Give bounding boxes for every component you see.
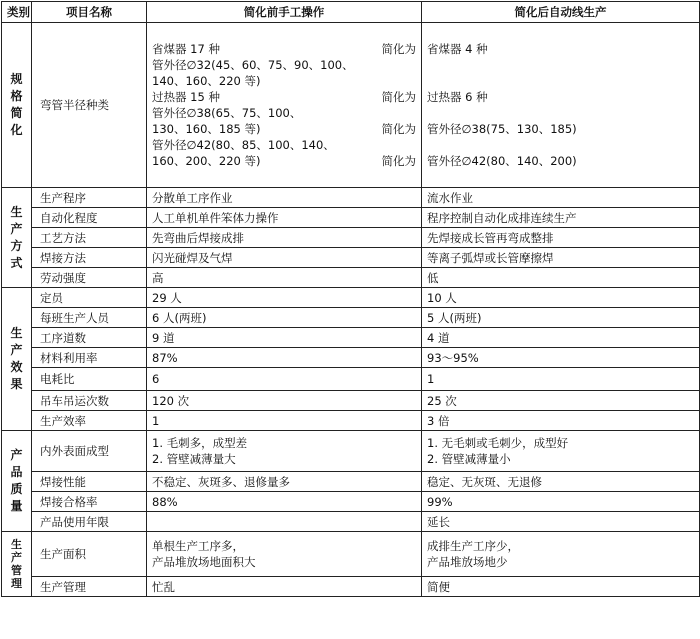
cell-text: 产品堆放场地面积大 bbox=[152, 555, 256, 569]
before-cell: 88% bbox=[147, 492, 422, 512]
cell-text: 管外径∅38(75、130、185) bbox=[427, 122, 577, 136]
table-row bbox=[2, 268, 700, 288]
table-row bbox=[2, 348, 700, 368]
header-after: 简化后自动线生产 bbox=[422, 2, 700, 23]
before-cell: 1 bbox=[147, 411, 422, 431]
after-cell: 93～95% bbox=[422, 348, 700, 368]
before-cell bbox=[147, 512, 422, 532]
header-before: 简化前手工操作 bbox=[147, 2, 422, 23]
table-row bbox=[2, 532, 700, 577]
category-cell bbox=[2, 431, 32, 532]
cell-text: 成排生产工序少， bbox=[427, 539, 519, 553]
table-row bbox=[2, 328, 700, 348]
after-cell: 简便 bbox=[422, 577, 700, 597]
item-name: 劳动强度 bbox=[32, 268, 147, 288]
item-name: 材料利用率 bbox=[32, 348, 147, 368]
after-cell: 5 人(两班) bbox=[422, 308, 700, 328]
cell-text: 130、160、185 等) bbox=[152, 122, 261, 136]
after-cell: 3 倍 bbox=[422, 411, 700, 431]
cell-text: 2. 管壁减薄量小 bbox=[427, 452, 511, 466]
cell-text: 140、160、220 等) bbox=[152, 74, 261, 88]
after-cell: 先焊接成长管再弯成整排 bbox=[422, 228, 700, 248]
cell-text: 单根生产工序多， bbox=[152, 539, 244, 553]
table-row bbox=[2, 23, 700, 188]
table-row bbox=[2, 308, 700, 328]
category-cell bbox=[2, 188, 32, 288]
after-cell: 4 道 bbox=[422, 328, 700, 348]
after-cell: 25 次 bbox=[422, 391, 700, 411]
item-name: 吊车吊运次数 bbox=[32, 391, 147, 411]
after-cell: 流水作业 bbox=[422, 188, 700, 208]
after-cell: 延长 bbox=[422, 512, 700, 532]
table-row bbox=[2, 472, 700, 492]
header-item: 项目名称 bbox=[32, 2, 147, 23]
cell-text: 1. 毛刺多，成型差 bbox=[152, 436, 248, 450]
before-cell: 6 bbox=[147, 368, 422, 391]
after-cell: 低 bbox=[422, 268, 700, 288]
table-row bbox=[2, 188, 700, 208]
comparison-table bbox=[1, 1, 700, 597]
table-row bbox=[2, 512, 700, 532]
table-row bbox=[2, 288, 700, 308]
cell-text: 2. 管壁减薄量大 bbox=[152, 452, 236, 466]
category-cell bbox=[2, 532, 32, 597]
after-cell: 稳定、无灰斑、无退修 bbox=[422, 472, 700, 492]
item-name: 生产面积 bbox=[32, 532, 147, 577]
before-cell: 高 bbox=[147, 268, 422, 288]
category-label: 产品质量 bbox=[10, 448, 23, 513]
before-cell bbox=[147, 532, 422, 577]
cell-text: 省煤器 17 种 bbox=[152, 42, 220, 56]
item-name: 电耗比 bbox=[32, 368, 147, 391]
category-label: 规格简化 bbox=[10, 72, 23, 137]
after-cell bbox=[422, 23, 700, 188]
item-name: 产品使用年限 bbox=[32, 512, 147, 532]
cell-text: 省煤器 4 种 bbox=[427, 42, 488, 56]
header-category: 类别 bbox=[2, 2, 32, 23]
before-cell: 先弯曲后焊接成排 bbox=[147, 228, 422, 248]
item-name: 内外表面成型 bbox=[32, 431, 147, 472]
after-cell: 1 bbox=[422, 368, 700, 391]
before-cell: 人工单机单件笨体力操作 bbox=[147, 208, 422, 228]
category-label: 生产方式 bbox=[10, 204, 23, 270]
item-name: 焊接方法 bbox=[32, 248, 147, 268]
before-cell: 不稳定、灰斑多、退修量多 bbox=[147, 472, 422, 492]
item-name: 每班生产人员 bbox=[32, 308, 147, 328]
after-cell bbox=[422, 532, 700, 577]
cell-text: 过热器 15 种 bbox=[152, 90, 220, 104]
before-cell: 忙乱 bbox=[147, 577, 422, 597]
item-name: 自动化程度 bbox=[32, 208, 147, 228]
category-label: 生产管理 bbox=[11, 537, 22, 590]
before-cell: 120 次 bbox=[147, 391, 422, 411]
before-cell bbox=[147, 431, 422, 472]
table-row bbox=[2, 248, 700, 268]
item-name: 生产管理 bbox=[32, 577, 147, 597]
cell-text: 简化为 bbox=[381, 122, 416, 136]
cell-text: 160、200、220 等) bbox=[152, 154, 261, 168]
cell-text: 简化为 bbox=[381, 42, 416, 56]
cell-text: 管外径∅42(80、85、100、140、 bbox=[152, 138, 335, 152]
after-cell: 10 人 bbox=[422, 288, 700, 308]
cell-text: 管外径∅38(65、75、100、 bbox=[152, 106, 302, 120]
category-cell bbox=[2, 23, 32, 188]
cell-text: 过热器 6 种 bbox=[427, 90, 488, 104]
item-name: 生产效率 bbox=[32, 411, 147, 431]
table-row bbox=[2, 391, 700, 411]
cell-text: 管外径∅32(45、60、75、90、100、 bbox=[152, 58, 354, 72]
table-row bbox=[2, 228, 700, 248]
category-cell bbox=[2, 288, 32, 431]
item-name: 弯管半径种类 bbox=[32, 23, 147, 188]
category-label: 生产效果 bbox=[10, 326, 23, 391]
before-cell bbox=[147, 23, 422, 188]
table-row bbox=[2, 208, 700, 228]
item-name: 焊接合格率 bbox=[32, 492, 147, 512]
item-name: 焊接性能 bbox=[32, 472, 147, 492]
cell-text: 管外径∅42(80、140、200) bbox=[427, 154, 577, 168]
table-row bbox=[2, 411, 700, 431]
cell-text: 1. 无毛刺或毛刺少，成型好 bbox=[427, 436, 569, 450]
cell-text: 产品堆放场地少 bbox=[427, 555, 508, 569]
before-cell: 9 道 bbox=[147, 328, 422, 348]
cell-text: 简化为 bbox=[381, 154, 416, 168]
before-cell: 87% bbox=[147, 348, 422, 368]
after-cell bbox=[422, 431, 700, 472]
table-row bbox=[2, 368, 700, 391]
before-cell: 分散单工序作业 bbox=[147, 188, 422, 208]
item-name: 工序道数 bbox=[32, 328, 147, 348]
item-name: 生产程序 bbox=[32, 188, 147, 208]
table-row bbox=[2, 431, 700, 472]
after-cell: 等离子弧焊或长管摩擦焊 bbox=[422, 248, 700, 268]
before-cell: 29 人 bbox=[147, 288, 422, 308]
table-row bbox=[2, 577, 700, 597]
cell-text: 简化为 bbox=[381, 90, 416, 104]
table-row bbox=[2, 492, 700, 512]
item-name: 工艺方法 bbox=[32, 228, 147, 248]
header-row bbox=[2, 2, 700, 23]
item-name: 定员 bbox=[32, 288, 147, 308]
after-cell: 99% bbox=[422, 492, 700, 512]
after-cell: 程序控制自动化成排连续生产 bbox=[422, 208, 700, 228]
before-cell: 6 人(两班) bbox=[147, 308, 422, 328]
before-cell: 闪光碰焊及气焊 bbox=[147, 248, 422, 268]
